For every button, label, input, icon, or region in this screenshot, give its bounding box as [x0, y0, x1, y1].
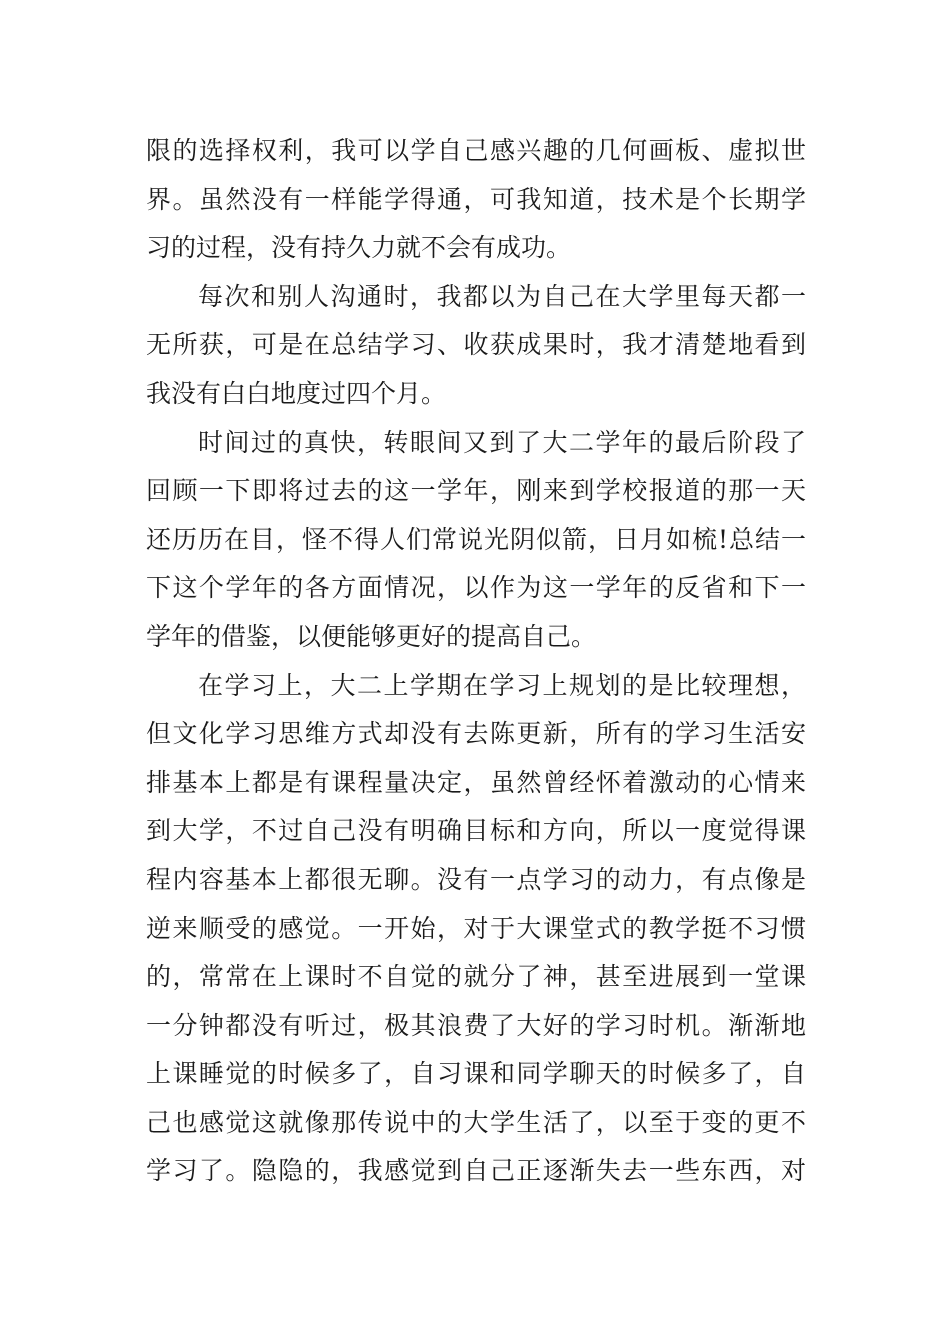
- text-line: 的，常常在上课时不自觉的就分了神，甚至进展到一堂课: [146, 962, 806, 992]
- text-line: 逆来顺受的感觉。一开始，对于大课堂式的教学挺不习惯: [146, 913, 806, 943]
- text-line: 在学习上，大二上学期在学习上规划的是比较理想，: [198, 670, 806, 700]
- paragraph-1: [146, 127, 806, 273]
- text-line: 下这个学年的各方面情况，以作为这一学年的反省和下一: [146, 573, 806, 603]
- text-line: 但文化学习思维方式却没有去陈更新，所有的学习生活安: [146, 719, 806, 749]
- text-line: 我没有白白地度过四个月。: [146, 378, 447, 408]
- text-line: 一分钟都没有听过，极其浪费了大好的学习时机。渐渐地: [146, 1010, 806, 1040]
- text-line: 限的选择权利，我可以学自己感兴趣的几何画板、虚拟世: [146, 136, 806, 165]
- text-line: 无所获，可是在总结学习、收获成果时，我才清楚地看到: [146, 330, 806, 360]
- text-line: 每次和别人沟通时，我都以为自己在大学里每天都一: [198, 281, 806, 311]
- text-line: 还历历在目，怪不得人们常说光阴似箭，日月如梳!总结一: [146, 524, 806, 554]
- text-line: 界。虽然没有一样能学得通，可我知道，技术是个长期学: [146, 184, 806, 214]
- paragraph-4: [146, 662, 806, 1197]
- text-line: 时间过的真快，转眼间又到了大二学年的最后阶段了: [198, 427, 806, 457]
- text-line: 己也感觉这就像那传说中的大学生活了，以至于变的更不: [146, 1107, 806, 1137]
- text-line: 回顾一下即将过去的这一学年，刚来到学校报道的那一天: [146, 476, 806, 506]
- text-line: 程内容基本上都很无聊。没有一点学习的动力，有点像是: [146, 864, 806, 894]
- text-line: 上课睡觉的时候多了，自习课和同学聊天的时候多了，自: [146, 1059, 806, 1089]
- text-line: 学习了。隐隐的，我感觉到自己正逐渐失去一些东西，对: [146, 1156, 806, 1186]
- paragraph-3: [146, 419, 806, 662]
- text-line: 到大学，不过自己没有明确目标和方向，所以一度觉得课: [146, 816, 806, 846]
- text-line: 学年的借鉴，以便能够更好的提高自己。: [146, 621, 597, 651]
- paragraph-2: [146, 273, 806, 419]
- text-line: 习的过程，没有持久力就不会有成功。: [146, 233, 572, 263]
- body-text: [146, 127, 806, 1196]
- text-line: 排基本上都是有课程量决定，虽然曾经怀着激动的心情来: [146, 767, 806, 797]
